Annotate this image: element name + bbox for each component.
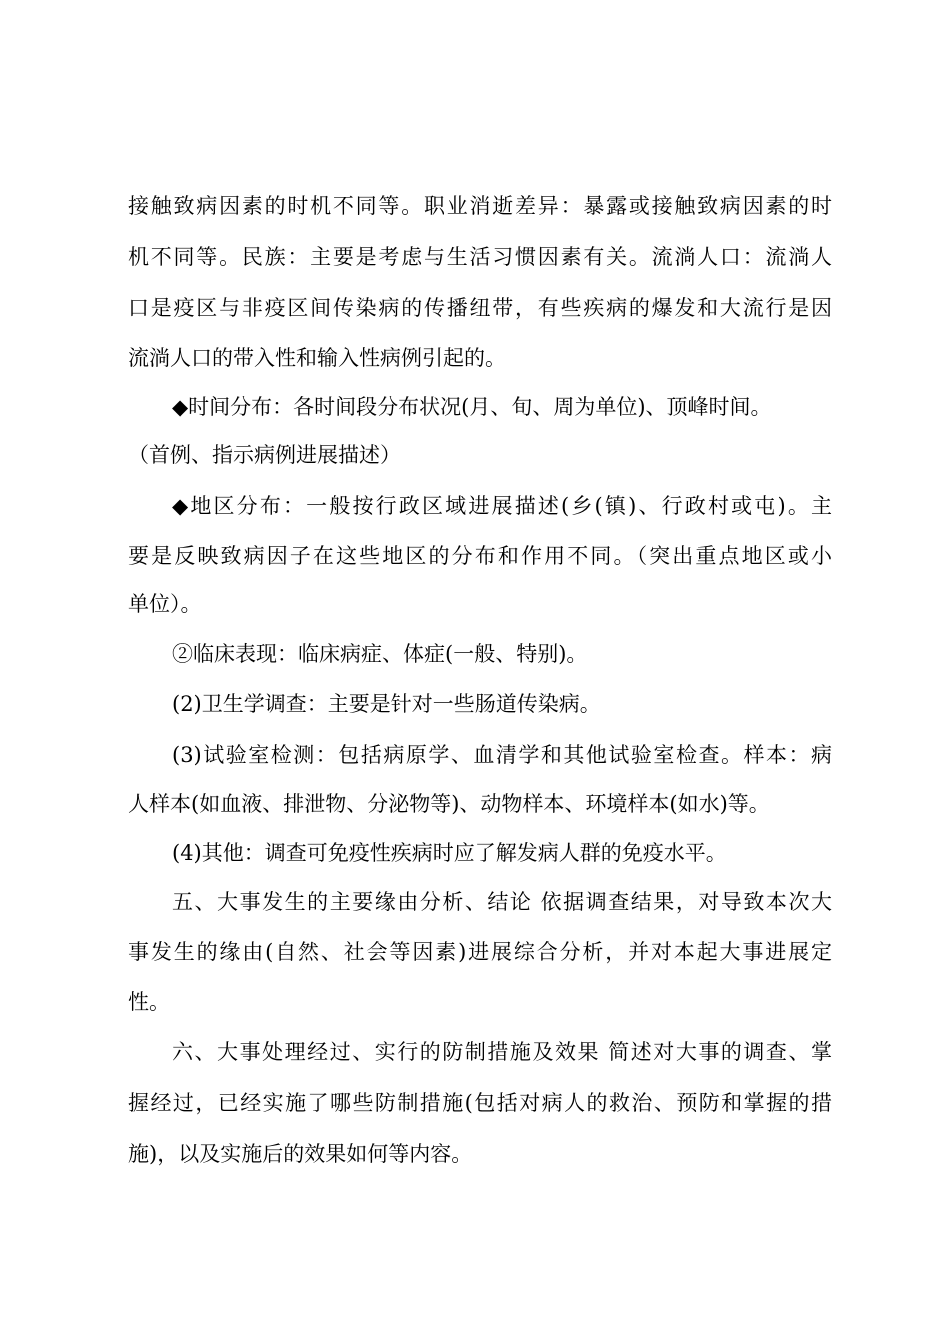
text-line: 握经过，已经实施了哪些防制措施(包括对病人的救治、预防和掌握的措 <box>128 1091 832 1115</box>
text-line: 机不同等。民族：主要是考虑与生活习惯因素有关。流淌人口：流淌人 <box>128 245 832 269</box>
text-line: ②临床表现：临床病症、体症(一般、特别)。 <box>172 642 588 666</box>
text-line: 施)，以及实施后的效果如何等内容。 <box>128 1142 473 1166</box>
text-line: 接触致病因素的时机不同等。职业消逝差异：暴露或接触致病因素的时 <box>128 194 832 218</box>
text-line: 单位）。 <box>128 592 202 616</box>
text-line: (3)试验室检测：包括病原学、血清学和其他试验室检查。样本：病 <box>172 743 832 767</box>
text-line: (4)其他：调查可免疫性疾病时应了解发病人群的免疫水平。 <box>172 841 727 865</box>
text-line: 五、大事发生的主要缘由分析、结论 依据调查结果，对导致本次大 <box>172 890 832 914</box>
text-line: 六、大事处理经过、实行的防制措施及效果 简述对大事的调查、掌 <box>172 1040 832 1064</box>
text-line: 人样本(如血液、排泄物、分泌物等)、动物样本、环境样本(如水)等。 <box>128 792 770 816</box>
text-line: 性。 <box>128 990 170 1014</box>
text-line: ◆地区分布：一般按行政区域进展描述(乡(镇)、行政村或屯)。主 <box>172 494 832 518</box>
text-line: 口是疫区与非疫区间传染病的传播纽带，有些疾病的爆发和大流行是因 <box>128 296 832 320</box>
text-line: (2)卫生学调查：主要是针对一些肠道传染病。 <box>172 692 601 716</box>
text-line: 要是反映致病因子在这些地区的分布和作用不同。（突出重点地区或小 <box>128 544 832 568</box>
text-line: （首例、指示病例进展描述） <box>128 443 401 467</box>
text-line: ◆时间分布：各时间段分布状况(月、旬、周为单位)、顶峰时间。 <box>172 395 772 419</box>
text-line: 流淌人口的带入性和输入性病例引起的。 <box>128 346 506 370</box>
text-line: 事发生的缘由(自然、社会等因素)进展综合分析，并对本起大事进展定 <box>128 940 832 964</box>
